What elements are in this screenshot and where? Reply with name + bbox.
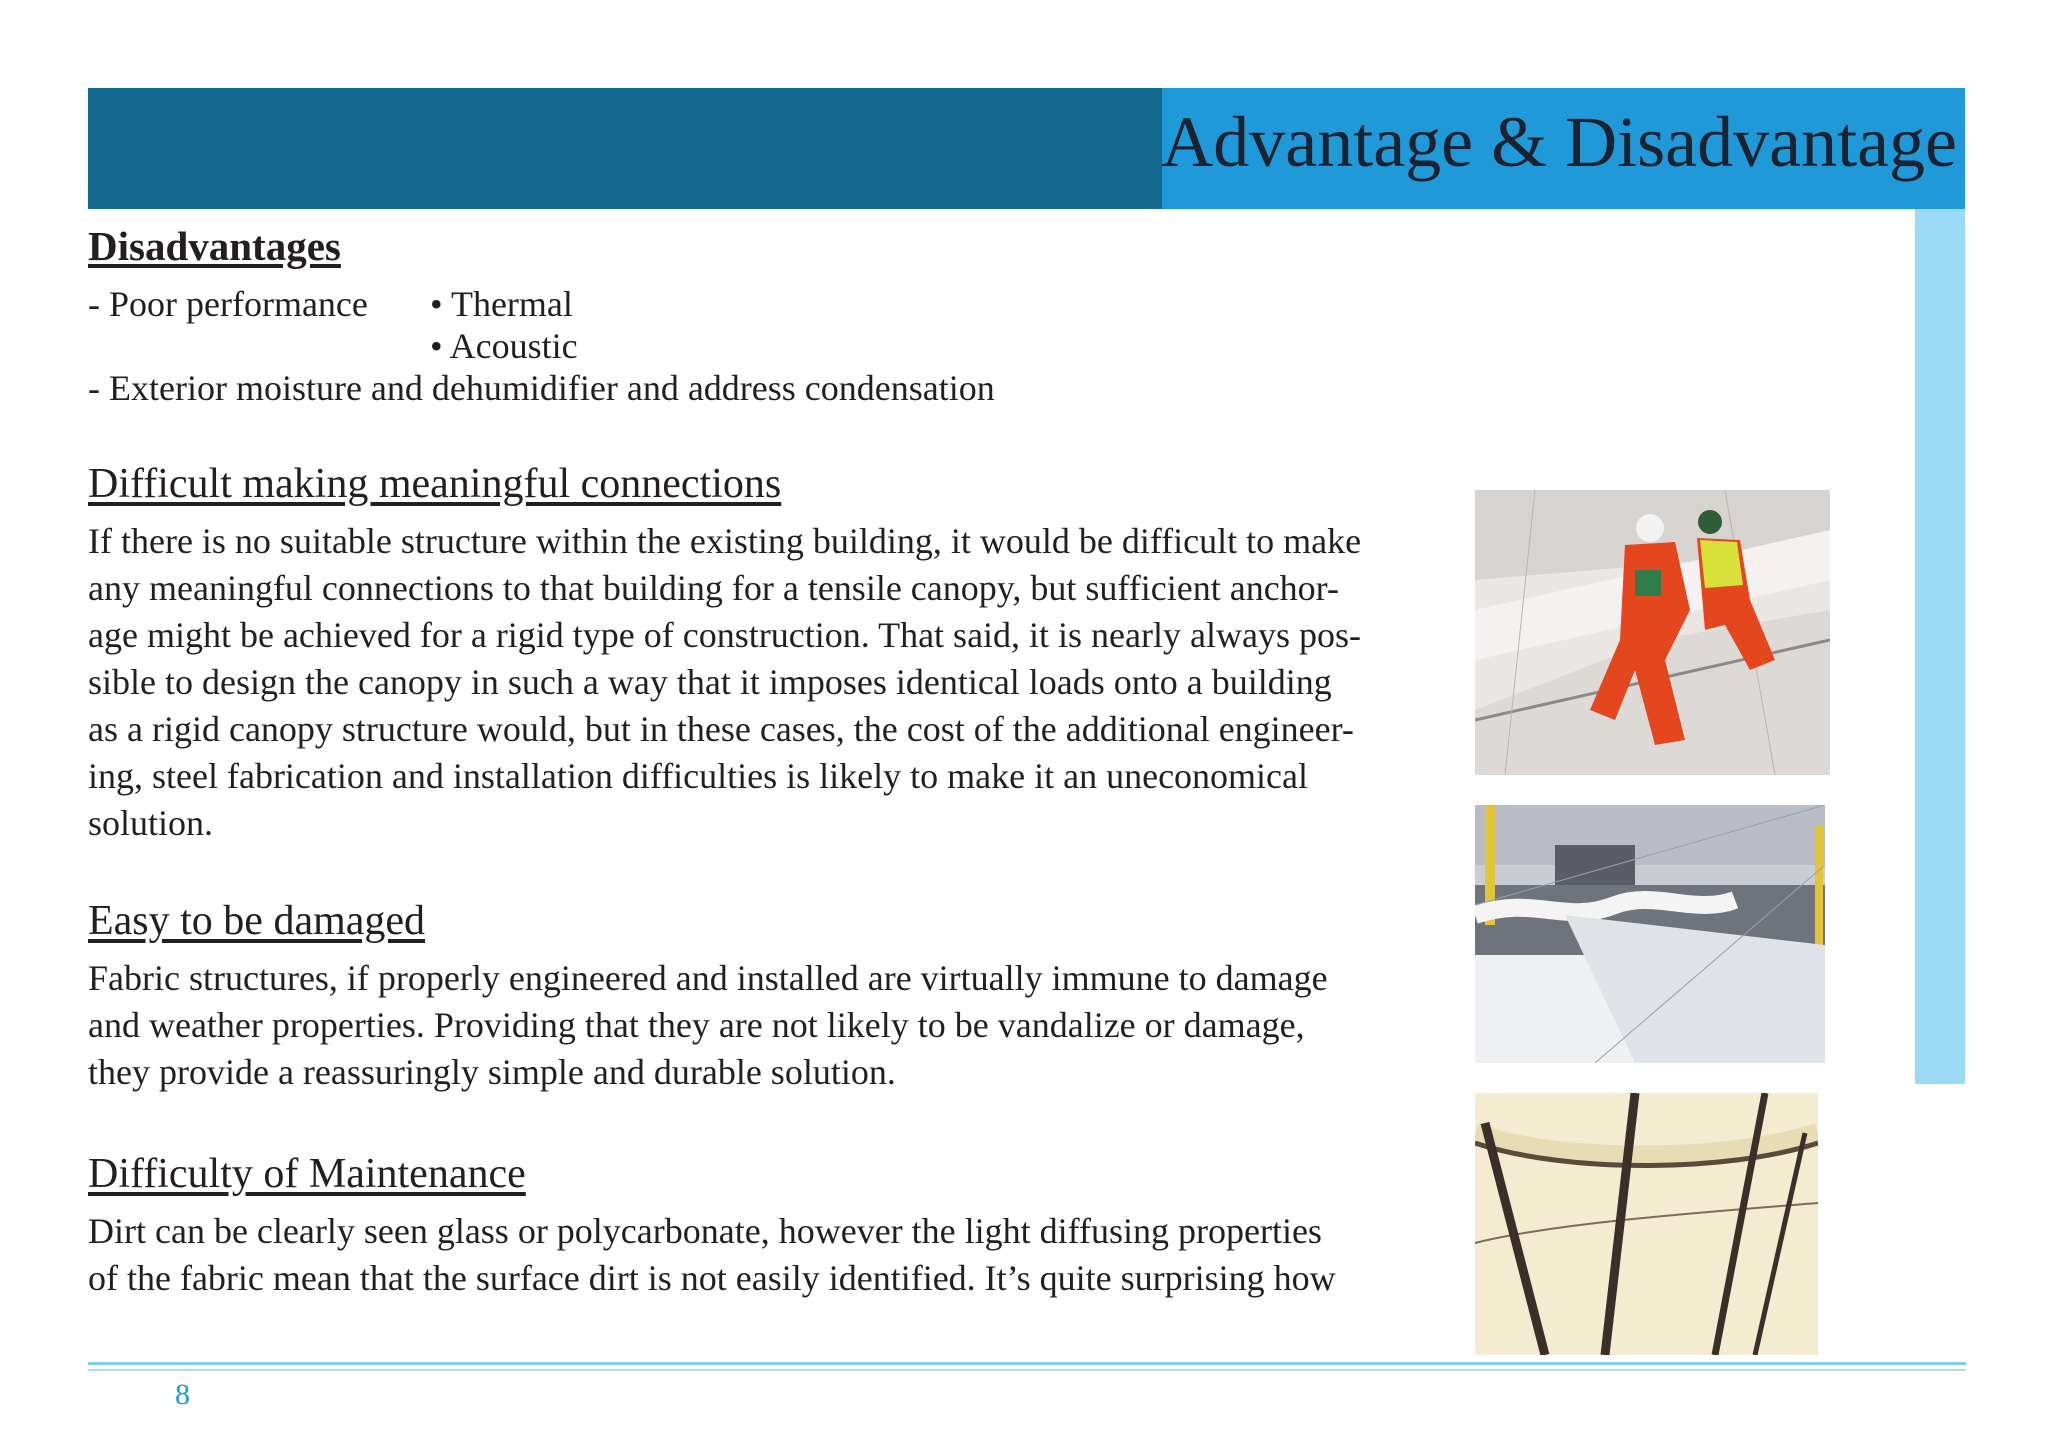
section-title-maintenance: Difficulty of Maintenance [88,1151,526,1197]
paragraph-line: any meaningful connections to that building for a tensile canopy, but sufficient anchor- [88,568,1339,608]
side-accent-bar [1915,209,1965,1084]
paragraph-line: and weather properties. Providing that they are not likely to be vandalize or damage, [88,1005,1305,1045]
header-band-dark [88,88,1162,209]
fabric-canopy-cables-photo [1475,1093,1818,1355]
roof-installation-city-photo [1475,805,1825,1063]
paragraph-line: of the fabric mean that the surface dirt is not easily identified. It’s quite surprising how [88,1258,1336,1298]
section-body-damage [88,955,1478,1096]
poor-performance-list [430,283,578,367]
paragraph-line: Fabric structures, if properly engineered and installed are virtually immune to damage [88,958,1328,998]
footer-rule [88,1362,1966,1365]
paragraph-line: sible to design the canopy in such a way that it imposes identical loads onto a building [88,662,1332,702]
page-number: 8 [175,1378,190,1411]
moisture-line: - Exterior moisture and dehumidifier and address condensation [88,368,995,408]
paragraph-line: solution. [88,803,214,843]
page-title: Advantage & Disadvantage [1161,102,1957,182]
section-title-connections: Difficult making meaningful connections [88,461,782,507]
list-item: • Thermal [430,283,578,325]
paragraph-line: age might be achieved for a rigid type of construction. That said, it is nearly always pos- [88,615,1361,655]
paragraph-line: they provide a reassuringly simple and durable solution. [88,1052,896,1092]
disadvantages-heading: Disadvantages [88,223,341,269]
workers-on-fabric-roof-photo [1475,490,1830,775]
paragraph-line: If there is no suitable structure within the existing building, it would be difficult to make [88,521,1362,561]
paragraph-line: Dirt can be clearly seen glass or polycarbonate, however the light diffusing properties [88,1211,1322,1251]
header-band-light [1162,88,1965,209]
section-body-connections [88,518,1478,847]
footer-rule [88,1369,1966,1371]
poor-performance-label: - Poor performance [88,284,368,324]
paragraph-line: as a rigid canopy structure would, but in these cases, the cost of the additional engineer- [88,709,1354,749]
section-body-maintenance [88,1208,1478,1302]
section-title-damage: Easy to be damaged [88,898,426,944]
paragraph-line: ing, steel fabrication and installation difficulties is likely to make it an uneconomical [88,756,1309,796]
list-item: • Acoustic [430,325,578,367]
